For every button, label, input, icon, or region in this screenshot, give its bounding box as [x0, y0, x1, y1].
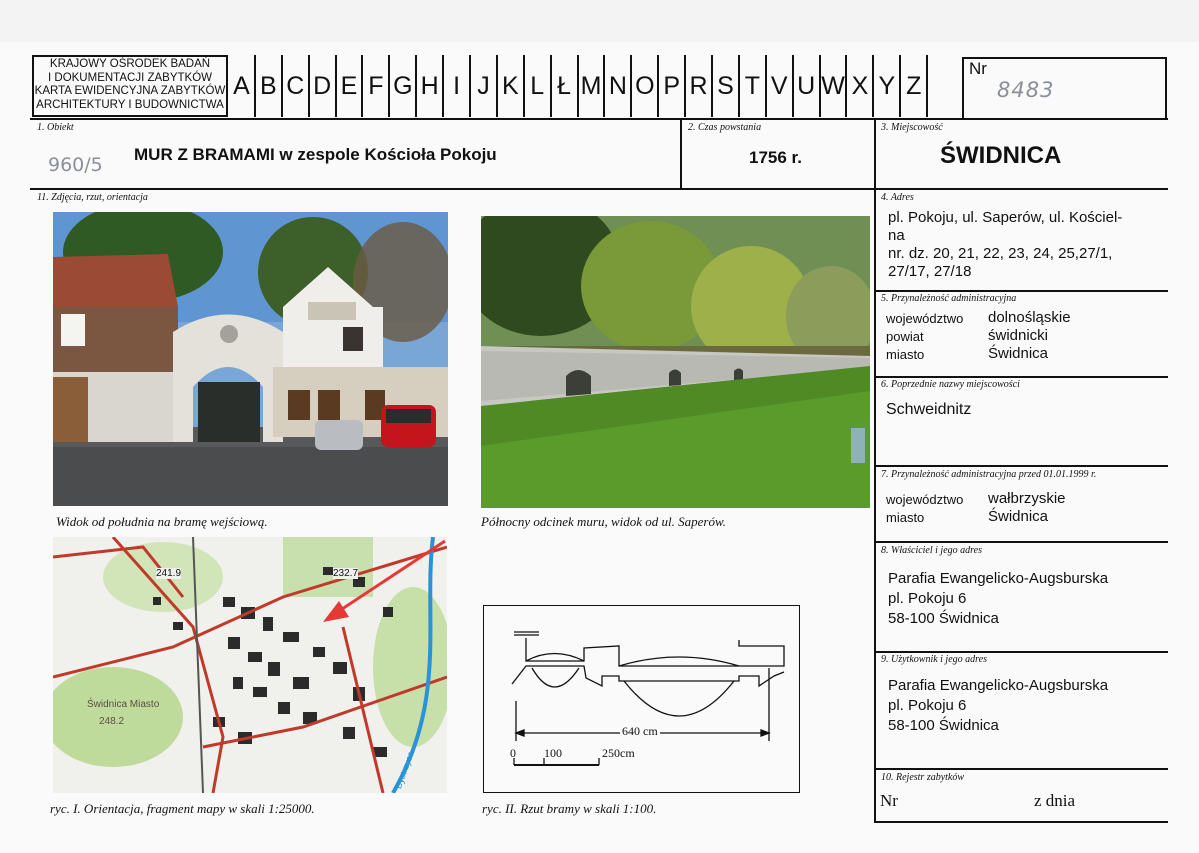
- owner-line: pl. Pokoju 6: [888, 590, 967, 607]
- map-caption: ryc. I. Orientacja, fragment mapy w skali 1:25000.: [50, 801, 315, 816]
- index-letter: F: [363, 55, 390, 117]
- index-letter: Y: [874, 55, 901, 117]
- scale-label: 100: [544, 746, 562, 760]
- scan-top-band: [0, 0, 1199, 42]
- admin-keys: [886, 310, 963, 364]
- object-label: 1. Obiekt: [37, 122, 74, 133]
- register-nr: Nr: [880, 791, 898, 810]
- number-box: [962, 57, 1167, 120]
- address-line: pl. Pokoju, ul. Saperów, ul. Kościel-: [888, 209, 1123, 226]
- admin-value: Świdnica: [988, 345, 1049, 362]
- scale-label: 250cm: [602, 746, 635, 760]
- address-label: 4. Adres: [881, 192, 914, 203]
- date-value: 1756 r.: [749, 148, 802, 167]
- address-line: nr. dz. 20, 21, 22, 23, 24, 25,27/1,: [888, 245, 1113, 262]
- index-letter: I: [444, 55, 471, 117]
- address-line: na: [888, 227, 905, 244]
- photo-caption-gate: Widok od południa na bramę wejściową.: [56, 514, 268, 529]
- index-letter: U: [794, 55, 821, 117]
- divider: [680, 118, 682, 190]
- index-letter: D: [310, 55, 337, 117]
- index-letter: N: [605, 55, 632, 117]
- address-value: [888, 209, 1158, 281]
- divider: [874, 541, 1168, 543]
- divider: [874, 118, 876, 823]
- owner-line: Parafia Ewangelicko-Augsburska: [888, 570, 1109, 587]
- divider: [874, 651, 1168, 653]
- plan-dimension: 640 cm: [622, 724, 658, 738]
- admin-key: powiat: [886, 329, 924, 344]
- owner-line: 58-100 Świdnica: [888, 610, 999, 627]
- index-letter: J: [471, 55, 498, 117]
- divider: [874, 821, 1168, 823]
- divider: [874, 465, 1168, 467]
- admin-value: świdnicki: [988, 327, 1049, 344]
- institution-line: ARCHITEKTURY I BUDOWNICTWA: [36, 98, 224, 111]
- owner-label: 8. Właściciel i jego adres: [881, 545, 982, 556]
- map-label: 241.9: [156, 568, 182, 579]
- index-letter: X: [847, 55, 874, 117]
- index-letter: Ł: [552, 55, 579, 117]
- register-date: z dnia: [1034, 791, 1076, 810]
- orientation-map: [53, 537, 447, 793]
- index-letter: S: [713, 55, 740, 117]
- nr-label: Nr: [969, 59, 987, 78]
- index-letter: P: [659, 55, 686, 117]
- divider: [874, 376, 1168, 378]
- wall-photo: [481, 216, 870, 508]
- user-value: [888, 676, 1108, 736]
- index-letter: E: [337, 55, 364, 117]
- index-letter: Z: [901, 55, 928, 117]
- divider: [874, 290, 1168, 292]
- place-value: ŚWIDNICA: [940, 142, 1062, 169]
- admin-key: miasto: [886, 347, 925, 362]
- plan-caption: ryc. II. Rzut bramy w skali 1:100.: [482, 801, 657, 816]
- institution-block: [32, 55, 228, 117]
- institution-line: I DOKUMENTACJI ZABYTKÓW: [48, 71, 212, 84]
- index-letters: [229, 55, 928, 117]
- object-name: MUR Z BRAMAMI w zespole Kościoła Pokoju: [134, 145, 497, 164]
- index-letter: L: [525, 55, 552, 117]
- address-line: 27/17, 27/18: [888, 263, 972, 280]
- index-letter: T: [740, 55, 767, 117]
- admin-before-key: miasto: [886, 510, 925, 525]
- prev-names-value: Schweidnitz: [886, 401, 972, 418]
- map-label: 232.7: [333, 568, 359, 579]
- divider: [30, 118, 1168, 120]
- institution-line: KRAJOWY OŚRODEK BADAŃ: [49, 58, 211, 70]
- index-letter: R: [686, 55, 713, 117]
- index-letter: A: [229, 55, 256, 117]
- divider: [874, 768, 1168, 770]
- admin-key: województwo: [886, 311, 964, 326]
- index-letter: M: [579, 55, 606, 117]
- admin-value: dolnośląskie: [988, 309, 1071, 326]
- user-line: pl. Pokoju 6: [888, 697, 967, 714]
- institution-line: KARTA EWIDENCYJNA ZABYTKÓW: [34, 85, 226, 97]
- register-label: 10. Rejestr zabytków: [881, 772, 965, 783]
- divider: [30, 188, 1168, 190]
- admin-before-key: województwo: [886, 492, 964, 507]
- admin-before-label: 7. Przynależność administracyjna przed 01.01.1999 r.: [881, 469, 1097, 480]
- admin-before-values: [988, 490, 1066, 526]
- index-letter: G: [390, 55, 417, 117]
- scale-label: 0: [510, 746, 516, 760]
- user-line: 58-100 Świdnica: [888, 717, 999, 734]
- index-letter: C: [283, 55, 310, 117]
- user-line: Parafia Ewangelicko-Augsburska: [888, 677, 1109, 694]
- user-label: 9. Użytkownik i jego adres: [881, 654, 988, 665]
- owner-value: [888, 569, 1108, 629]
- gate-photo: [53, 212, 448, 506]
- map-label: Bystrzyca: [393, 749, 416, 791]
- gate-plan-frame: [483, 605, 800, 793]
- date-label: 2. Czas powstania: [688, 122, 762, 133]
- index-letter: H: [417, 55, 444, 117]
- place-label: 3. Miejscowość: [881, 122, 943, 133]
- map-label: 248.2: [99, 716, 125, 727]
- handwritten-inventory-number: 960/5: [48, 154, 103, 176]
- index-letter: B: [256, 55, 283, 117]
- admin-before-keys: [886, 491, 963, 527]
- handwritten-number: 8483: [997, 78, 1055, 102]
- admin-label: 5. Przynależność administracyjna: [881, 293, 1017, 304]
- index-letter: O: [632, 55, 659, 117]
- admin-before-value: wałbrzyskie: [988, 490, 1066, 507]
- prev-names-label: 6. Poprzednie nazwy miejscowości: [881, 379, 1020, 390]
- admin-values: [988, 309, 1071, 363]
- admin-before-value: Świdnica: [988, 508, 1049, 525]
- index-letter: K: [498, 55, 525, 117]
- map-label: Świdnica Miasto: [87, 699, 160, 710]
- photos-label: 11. Zdjęcia, rzut, orientacja: [37, 192, 148, 203]
- index-letter: V: [767, 55, 794, 117]
- photo-caption-wall: Północny odcinek muru, widok od ul. Saperów.: [481, 514, 726, 529]
- index-letter: W: [821, 55, 848, 117]
